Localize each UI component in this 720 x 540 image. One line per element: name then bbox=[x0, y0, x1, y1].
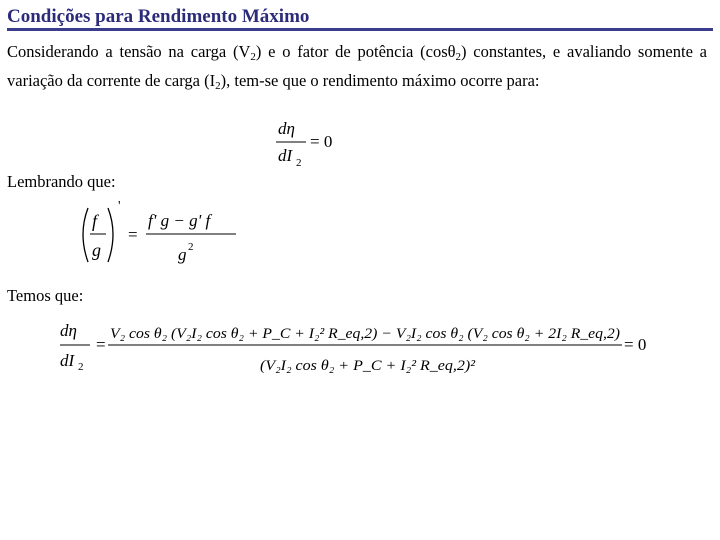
equation-max-efficiency-condition bbox=[272, 116, 352, 172]
result-label: Temos que: bbox=[7, 286, 84, 305]
equation-quotient-rule bbox=[76, 200, 246, 272]
eq2-prime: ' bbox=[118, 199, 121, 214]
eq1-numerator: dη bbox=[278, 119, 295, 138]
svg-text:=: = bbox=[128, 225, 138, 244]
eq3-lhs-numerator: dη bbox=[60, 321, 77, 340]
slide-title bbox=[7, 6, 713, 31]
svg-text:=: = bbox=[96, 335, 106, 354]
eq2-g: g bbox=[92, 240, 101, 260]
slide-title-text: Condições para Rendimento Máximo bbox=[7, 6, 310, 27]
eq2-f: f bbox=[92, 211, 98, 231]
eq3-lhs-denominator-sub: 2 bbox=[78, 361, 84, 373]
equation-efficiency-derivative bbox=[60, 314, 680, 384]
eq2-rhs-denominator: g bbox=[178, 245, 187, 264]
eq2-rhs-numerator: f' g − g' f bbox=[148, 211, 211, 230]
eq1-rhs: = 0 bbox=[310, 132, 333, 151]
eq3-lhs-denominator: dI bbox=[60, 351, 75, 370]
eq3-denominator: (V₂I₂ cos θ₂ + P_C + I₂² R_eq,2)² bbox=[260, 358, 476, 374]
reminder-label: Lembrando que: bbox=[7, 172, 116, 191]
intro-paragraph: Considerando a tensão na carga $(V_2)$ e o fator de potência (cosθ$_2$) constantes, e avaliando somente a variação da corrente de carga $(I_2)$, tem-se que o rendimento máximo ocorre para: bbox=[7, 42, 708, 92]
eq3-numerator: V₂ cos θ₂ (V₂I₂ cos θ₂ + P_C + I₂² R_eq,2) − V₂I₂ cos θ₂ (V₂ cos θ₂ + 2I₂ R_eq,2) bbox=[110, 326, 621, 342]
eq2-rhs-denominator-sup: 2 bbox=[188, 241, 194, 253]
eq3-rhs: = 0 bbox=[624, 335, 647, 354]
eq1-denominator: dI bbox=[278, 146, 293, 165]
eq1-denominator-sub: 2 bbox=[296, 157, 302, 169]
